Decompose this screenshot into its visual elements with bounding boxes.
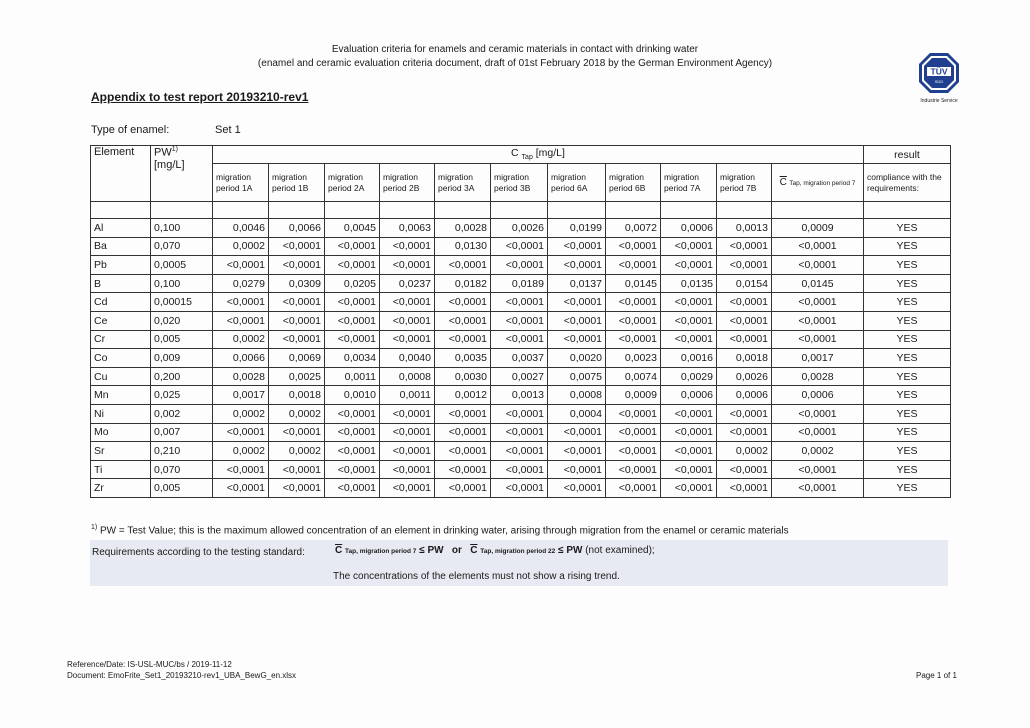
tuv-logo (918, 52, 960, 94)
result-group-header: result (864, 146, 951, 164)
c-mean-subscript-2: Tap, migration period 22 (480, 548, 556, 555)
table-row (91, 219, 951, 238)
period-header-10: migration period 7B (717, 164, 772, 202)
value-cell: <0,0001 (435, 330, 491, 349)
value-cell: <0,0001 (269, 293, 325, 312)
value-cell: <0,0001 (269, 423, 325, 442)
value-cell: 0,0002 (213, 442, 269, 461)
value-cell: 0,0002 (717, 442, 772, 461)
table-row (91, 349, 951, 368)
requirements-formula (335, 545, 655, 556)
reference-date: Reference/Date: IS-USL-MUC/bs / 2019-11-12 (67, 660, 232, 669)
element-cell: Cr (91, 330, 151, 349)
c-mean-symbol-2: $\overline{C}$ (470, 545, 478, 556)
spacer-cell (325, 202, 380, 219)
spacer-cell (864, 202, 951, 219)
pw-cell: 0,002 (151, 404, 213, 423)
value-cell: 0,0013 (491, 386, 548, 405)
value-cell: 0,0011 (380, 386, 435, 405)
value-cell: <0,0001 (325, 442, 380, 461)
value-cell: 0,0279 (213, 274, 269, 293)
pw-cell: 0,020 (151, 311, 213, 330)
value-cell: <0,0001 (269, 460, 325, 479)
element-cell: Cd (91, 293, 151, 312)
value-cell: <0,0001 (380, 442, 435, 461)
value-cell: <0,0001 (435, 460, 491, 479)
value-cell: 0,0006 (717, 386, 772, 405)
compliance-cell: YES (864, 311, 951, 330)
requirements-note: The concentrations of the elements must not show a rising trend. (333, 571, 620, 582)
page-number: Page 1 of 1 (916, 671, 957, 680)
element-cell: Pb (91, 256, 151, 275)
value-cell: <0,0001 (548, 293, 606, 312)
mean-cell: 0,0006 (772, 386, 864, 405)
value-cell: <0,0001 (606, 479, 661, 498)
value-cell: 0,0199 (548, 219, 606, 238)
footnote (91, 524, 789, 536)
value-cell: <0,0001 (435, 423, 491, 442)
value-cell: <0,0001 (717, 479, 772, 498)
value-cell: 0,0018 (269, 386, 325, 405)
element-cell: Al (91, 219, 151, 238)
value-cell: <0,0001 (325, 237, 380, 256)
value-cell: <0,0001 (491, 442, 548, 461)
mean-cell: <0,0001 (772, 460, 864, 479)
value-cell: 0,0182 (435, 274, 491, 293)
element-cell: Zr (91, 479, 151, 498)
value-cell: 0,0034 (325, 349, 380, 368)
document-title-line-2: (enamel and ceramic evaluation criteria document, draft of 01st February 2018 by the German Environment Agency) (257, 58, 773, 69)
value-cell: <0,0001 (717, 460, 772, 479)
value-cell: <0,0001 (661, 442, 717, 461)
value-cell: 0,0026 (717, 367, 772, 386)
value-cell: <0,0001 (380, 423, 435, 442)
value-cell: <0,0001 (606, 330, 661, 349)
table-row (91, 423, 951, 442)
spacer-cell (91, 202, 151, 219)
value-cell: <0,0001 (435, 479, 491, 498)
value-cell: 0,0004 (548, 404, 606, 423)
value-cell: <0,0001 (717, 256, 772, 275)
period-header-8: migration period 6B (606, 164, 661, 202)
compliance-cell: YES (864, 423, 951, 442)
value-cell: 0,0046 (213, 219, 269, 238)
table-row (91, 404, 951, 423)
value-cell: <0,0001 (548, 237, 606, 256)
value-cell: 0,0075 (548, 367, 606, 386)
table-row (91, 442, 951, 461)
value-cell: 0,0072 (606, 219, 661, 238)
value-cell: <0,0001 (325, 404, 380, 423)
compliance-cell: YES (864, 386, 951, 405)
value-cell: <0,0001 (325, 330, 380, 349)
value-cell: <0,0001 (606, 256, 661, 275)
footnote-mark: 1) (91, 524, 98, 531)
logo-text: TÜV (930, 66, 948, 77)
compliance-cell: YES (864, 349, 951, 368)
value-cell: <0,0001 (661, 460, 717, 479)
value-cell: <0,0001 (380, 479, 435, 498)
value-cell: <0,0001 (717, 311, 772, 330)
value-cell: 0,0137 (548, 274, 606, 293)
value-cell: 0,0130 (435, 237, 491, 256)
value-cell: 0,0154 (717, 274, 772, 293)
table-row (91, 479, 951, 498)
pw-cell: 0,070 (151, 237, 213, 256)
table-row (91, 237, 951, 256)
spacer-cell (435, 202, 491, 219)
value-cell: <0,0001 (269, 311, 325, 330)
c-mean-symbol-1: $\overline{C}$ (335, 545, 343, 556)
value-cell: <0,0001 (213, 293, 269, 312)
value-cell: <0,0001 (380, 404, 435, 423)
value-cell: 0,0020 (548, 349, 606, 368)
pw-cell: 0,100 (151, 274, 213, 293)
mean-cell: 0,0145 (772, 274, 864, 293)
table-row (91, 386, 951, 405)
value-cell: <0,0001 (661, 404, 717, 423)
value-cell: 0,0037 (491, 349, 548, 368)
value-cell: <0,0001 (491, 311, 548, 330)
pw-cell: 0,00015 (151, 293, 213, 312)
value-cell: <0,0001 (606, 404, 661, 423)
appendix-title: Appendix to test report 20193210-rev1 (91, 90, 309, 104)
value-cell: 0,0010 (325, 386, 380, 405)
value-cell: 0,0017 (213, 386, 269, 405)
value-cell: 0,0066 (213, 349, 269, 368)
pw-cell: 0,210 (151, 442, 213, 461)
value-cell: <0,0001 (380, 460, 435, 479)
period-header-1: migration period 1A (213, 164, 269, 202)
mean-cell: 0,0009 (772, 219, 864, 238)
value-cell: <0,0001 (325, 479, 380, 498)
element-cell: Cu (91, 367, 151, 386)
value-cell: <0,0001 (491, 423, 548, 442)
period-header-row (91, 164, 951, 202)
element-cell: B (91, 274, 151, 293)
table-row (91, 256, 951, 275)
requirements-box (90, 540, 948, 586)
pw-label: PW (154, 146, 172, 159)
value-cell: 0,0012 (435, 386, 491, 405)
table-row (91, 460, 951, 479)
value-cell: 0,0027 (491, 367, 548, 386)
value-cell: 0,0045 (325, 219, 380, 238)
value-cell: <0,0001 (380, 293, 435, 312)
value-cell: <0,0001 (325, 460, 380, 479)
spacer-cell (380, 202, 435, 219)
value-cell: <0,0001 (435, 256, 491, 275)
value-cell: 0,0063 (380, 219, 435, 238)
leq-pw-2: ≤ PW (558, 545, 583, 556)
pw-cell: 0,070 (151, 460, 213, 479)
enamel-type-value: Set 1 (215, 124, 241, 136)
pw-cell: 0,200 (151, 367, 213, 386)
compliance-column-header: compliance with the requirements: (864, 164, 951, 202)
value-cell: 0,0237 (380, 274, 435, 293)
enamel-type-label: Type of enamel: (91, 124, 170, 136)
mean-cell: <0,0001 (772, 404, 864, 423)
value-cell: <0,0001 (661, 311, 717, 330)
spacer-cell (213, 202, 269, 219)
value-cell: 0,0066 (269, 219, 325, 238)
value-cell: <0,0001 (269, 330, 325, 349)
value-cell: <0,0001 (548, 442, 606, 461)
compliance-cell: YES (864, 367, 951, 386)
ctap-unit: [mg/L] (535, 147, 565, 160)
value-cell: <0,0001 (325, 256, 380, 275)
value-cell: 0,0074 (606, 367, 661, 386)
mean-cell: <0,0001 (772, 237, 864, 256)
compliance-cell: YES (864, 330, 951, 349)
spacer-cell (661, 202, 717, 219)
value-cell: 0,0006 (661, 386, 717, 405)
results-table (90, 145, 951, 498)
value-cell: <0,0001 (380, 311, 435, 330)
element-cell: Sr (91, 442, 151, 461)
value-cell: <0,0001 (435, 311, 491, 330)
document-name: Document: EmoFrite_Set1_20193210-rev1_UBA_BewG_en.xlsx (67, 671, 297, 680)
value-cell: 0,0011 (325, 367, 380, 386)
value-cell: <0,0001 (435, 404, 491, 423)
requirements-label: Requirements according to the testing standard: (92, 547, 305, 558)
value-cell: <0,0001 (213, 311, 269, 330)
value-cell: <0,0001 (380, 330, 435, 349)
value-cell: <0,0001 (661, 293, 717, 312)
value-cell: <0,0001 (661, 479, 717, 498)
value-cell: 0,0002 (213, 330, 269, 349)
element-cell: Ni (91, 404, 151, 423)
element-cell: Mn (91, 386, 151, 405)
value-cell: 0,0028 (213, 367, 269, 386)
element-cell: Mo (91, 423, 151, 442)
value-cell: <0,0001 (491, 237, 548, 256)
table-row (91, 311, 951, 330)
value-cell: 0,0035 (435, 349, 491, 368)
c-mean-subscript-1: Tap, migration period 7 (345, 548, 417, 555)
value-cell: <0,0001 (717, 237, 772, 256)
mean-cell: <0,0001 (772, 479, 864, 498)
value-cell: <0,0001 (548, 479, 606, 498)
value-cell: 0,0040 (380, 349, 435, 368)
value-cell: <0,0001 (717, 423, 772, 442)
mean-cell: 0,0028 (772, 367, 864, 386)
period-header-9: migration period 7A (661, 164, 717, 202)
pw-cell: 0,100 (151, 219, 213, 238)
value-cell: <0,0001 (717, 330, 772, 349)
period-header-7: migration period 6A (548, 164, 606, 202)
mean-cell: <0,0001 (772, 293, 864, 312)
value-cell: 0,0018 (717, 349, 772, 368)
value-cell: <0,0001 (661, 256, 717, 275)
value-cell: <0,0001 (661, 237, 717, 256)
pw-cell: 0,025 (151, 386, 213, 405)
compliance-cell: YES (864, 442, 951, 461)
ctap-sub: Tap (521, 154, 533, 162)
value-cell: <0,0001 (661, 423, 717, 442)
value-cell: <0,0001 (606, 293, 661, 312)
value-cell: <0,0001 (606, 460, 661, 479)
value-cell: <0,0001 (491, 479, 548, 498)
value-cell: 0,0030 (435, 367, 491, 386)
value-cell: 0,0002 (213, 237, 269, 256)
mean-sub: Tap, migration period 7 (789, 179, 856, 187)
value-cell: <0,0001 (491, 330, 548, 349)
value-cell: <0,0001 (606, 423, 661, 442)
value-cell: 0,0069 (269, 349, 325, 368)
value-cell: <0,0001 (435, 293, 491, 312)
pw-cell: 0,005 (151, 479, 213, 498)
value-cell: <0,0001 (548, 256, 606, 275)
value-cell: <0,0001 (548, 330, 606, 349)
value-cell: 0,0008 (380, 367, 435, 386)
value-cell: 0,0009 (606, 386, 661, 405)
pw-footnote-mark: 1) (171, 146, 178, 153)
value-cell: 0,0002 (269, 404, 325, 423)
value-cell: 0,0025 (269, 367, 325, 386)
value-cell: <0,0001 (491, 404, 548, 423)
value-cell: 0,0205 (325, 274, 380, 293)
value-cell: <0,0001 (213, 479, 269, 498)
spacer-cell (772, 202, 864, 219)
value-cell: 0,0008 (548, 386, 606, 405)
or-text: or (451, 545, 462, 556)
value-cell: <0,0001 (661, 330, 717, 349)
value-cell: <0,0001 (606, 311, 661, 330)
period-header-5: migration period 3A (435, 164, 491, 202)
spacer-cell (606, 202, 661, 219)
pw-column-header (151, 146, 213, 202)
pw-unit: [mg/L] (154, 158, 185, 171)
value-cell: 0,0309 (269, 274, 325, 293)
ctap-c: C (511, 147, 519, 160)
pw-cell: 0,007 (151, 423, 213, 442)
period-header-2: migration period 1B (269, 164, 325, 202)
element-cell: Ti (91, 460, 151, 479)
value-cell: 0,0145 (606, 274, 661, 293)
mean-column-header (772, 164, 864, 202)
compliance-cell: YES (864, 460, 951, 479)
mean-cell: <0,0001 (772, 311, 864, 330)
pw-cell: 0,0005 (151, 256, 213, 275)
spacer-cell (548, 202, 606, 219)
compliance-cell: YES (864, 219, 951, 238)
value-cell: 0,0135 (661, 274, 717, 293)
value-cell: <0,0001 (269, 479, 325, 498)
value-cell: 0,0189 (491, 274, 548, 293)
period-header-3: migration period 2A (325, 164, 380, 202)
value-cell: 0,0028 (435, 219, 491, 238)
compliance-cell: YES (864, 479, 951, 498)
spacer-cell (491, 202, 548, 219)
mean-cell: 0,0002 (772, 442, 864, 461)
value-cell: <0,0001 (269, 237, 325, 256)
compliance-cell: YES (864, 256, 951, 275)
pw-cell: 0,009 (151, 349, 213, 368)
mean-cell: <0,0001 (772, 256, 864, 275)
value-cell: <0,0001 (325, 311, 380, 330)
mean-cell: <0,0001 (772, 423, 864, 442)
value-cell: <0,0001 (491, 460, 548, 479)
value-cell: <0,0001 (717, 293, 772, 312)
value-cell: <0,0001 (717, 404, 772, 423)
spacer-cell (717, 202, 772, 219)
value-cell: <0,0001 (491, 256, 548, 275)
table-row (91, 274, 951, 293)
value-cell: <0,0001 (435, 442, 491, 461)
value-cell: <0,0001 (606, 237, 661, 256)
value-cell: 0,0002 (269, 442, 325, 461)
table-row (91, 293, 951, 312)
value-cell: <0,0001 (606, 442, 661, 461)
value-cell: <0,0001 (380, 256, 435, 275)
period-header-6: migration period 3B (491, 164, 548, 202)
spacer-cell (269, 202, 325, 219)
not-examined-text: (not examined); (585, 545, 655, 556)
compliance-cell: YES (864, 293, 951, 312)
leq-pw-1: ≤ PW (419, 545, 444, 556)
value-cell: 0,0013 (717, 219, 772, 238)
ctap-group-header (213, 146, 864, 164)
value-cell: <0,0001 (548, 460, 606, 479)
period-header-4: migration period 2B (380, 164, 435, 202)
value-cell: 0,0002 (213, 404, 269, 423)
value-cell: <0,0001 (491, 293, 548, 312)
value-cell: 0,0023 (606, 349, 661, 368)
value-cell: 0,0026 (491, 219, 548, 238)
value-cell: <0,0001 (325, 423, 380, 442)
element-cell: Ce (91, 311, 151, 330)
document-title-line-1: Evaluation criteria for enamels and ceramic materials in contact with drinking water (331, 44, 699, 55)
compliance-cell: YES (864, 274, 951, 293)
value-cell: <0,0001 (269, 256, 325, 275)
element-cell: Co (91, 349, 151, 368)
element-cell: Ba (91, 237, 151, 256)
compliance-cell: YES (864, 404, 951, 423)
table-row (91, 330, 951, 349)
compliance-cell: YES (864, 237, 951, 256)
pw-cell: 0,005 (151, 330, 213, 349)
value-cell: <0,0001 (213, 460, 269, 479)
value-cell: <0,0001 (548, 423, 606, 442)
value-cell: <0,0001 (380, 237, 435, 256)
table-row (91, 367, 951, 386)
value-cell: 0,0029 (661, 367, 717, 386)
mean-cell: <0,0001 (772, 330, 864, 349)
spacer-cell (151, 202, 213, 219)
spacer-row (91, 202, 951, 219)
mean-cell: 0,0017 (772, 349, 864, 368)
value-cell: <0,0001 (213, 256, 269, 275)
value-cell: <0,0001 (548, 311, 606, 330)
logo-caption: Industrie Service (920, 98, 958, 104)
results-table-body (91, 219, 951, 498)
element-column-header: Element (91, 146, 151, 202)
mean-c: $\overline{C}$ (779, 176, 787, 188)
value-cell: <0,0001 (213, 423, 269, 442)
value-cell: 0,0016 (661, 349, 717, 368)
footnote-text: PW = Test Value; this is the maximum allowed concentration of an element in drinking water, arising through migration from the enamel or ceramic materials (100, 525, 789, 537)
value-cell: <0,0001 (325, 293, 380, 312)
value-cell: 0,0006 (661, 219, 717, 238)
logo-subtext: SÜD (934, 79, 944, 84)
